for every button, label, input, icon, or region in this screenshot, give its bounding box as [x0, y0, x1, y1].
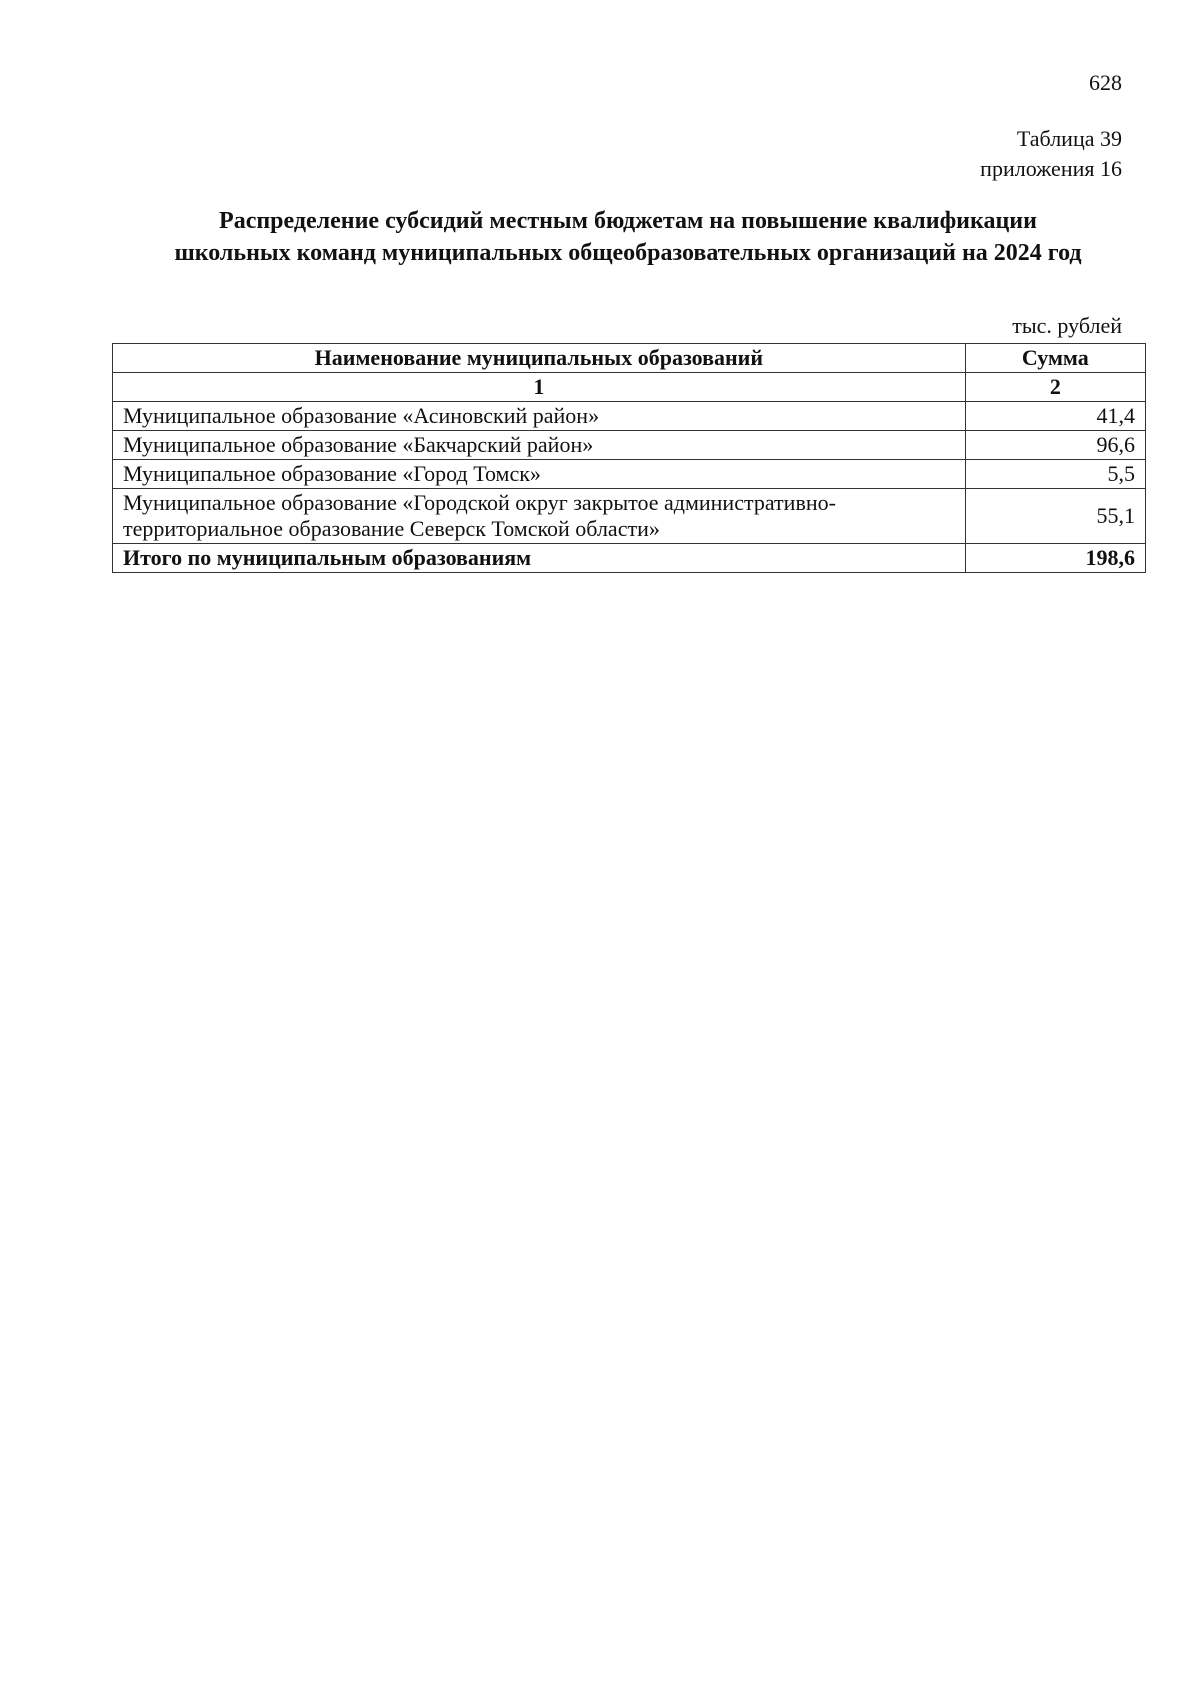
table-row	[113, 431, 1146, 460]
document-title-line-2: школьных команд муниципальных общеобразовательных организаций на 2024 год	[174, 240, 1082, 266]
row-sum: 5,5	[965, 460, 1145, 489]
table-header-row	[113, 344, 1146, 373]
column-number-row	[113, 373, 1146, 402]
document-title	[112, 205, 1144, 269]
column-number-2: 2	[965, 373, 1145, 402]
row-sum: 96,6	[965, 431, 1145, 460]
row-sum: 41,4	[965, 402, 1145, 431]
row-name: Муниципальное образование «Город Томск»	[113, 460, 966, 489]
document-title-line-1: Распределение субсидий местным бюджетам на повышение квалификации	[219, 208, 1037, 234]
units-label: тыс. рублей	[1012, 313, 1122, 338]
total-name: Итого по муниципальным образованиям	[113, 544, 966, 573]
table-caption	[980, 124, 1122, 184]
row-name: Муниципальное образование «Асиновский район»	[113, 402, 966, 431]
total-row	[113, 544, 1146, 573]
row-name: Муниципальное образование «Бакчарский район»	[113, 431, 966, 460]
table-caption-number: Таблица 39	[1016, 126, 1122, 151]
header-name: Наименование муниципальных образований	[113, 344, 966, 373]
total-sum: 198,6	[965, 544, 1145, 573]
table-row	[113, 460, 1146, 489]
page-number: 628	[1089, 70, 1122, 95]
row-name: Муниципальное образование «Городской округ закрытое административно-территориальное образование Северск Томской области»	[113, 489, 966, 544]
table-caption-appendix: приложения 16	[980, 156, 1122, 181]
table-row	[113, 489, 1146, 544]
subsidy-table	[112, 343, 1146, 573]
header-sum: Сумма	[965, 344, 1145, 373]
table-row	[113, 402, 1146, 431]
row-sum: 55,1	[965, 489, 1145, 544]
column-number-1: 1	[113, 373, 966, 402]
